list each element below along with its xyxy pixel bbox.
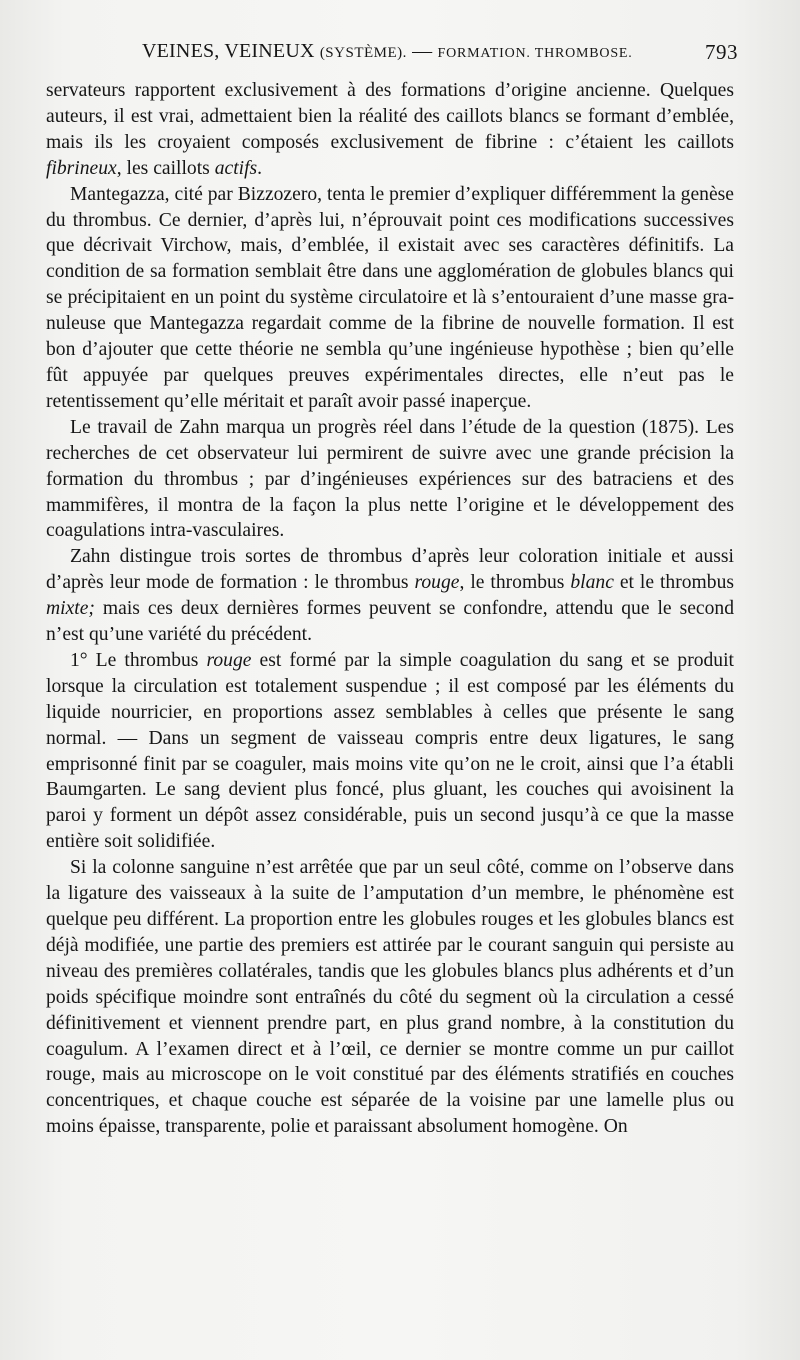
running-head-main: VEINES, VEINEUX: [142, 40, 320, 62]
running-head: [142, 40, 633, 63]
text-run: est formé par la simple coagulation du sang et se produit lorsque la circulation est totalement suspendue ; il est composé par les éléments du liquide nourricier, en proportions assez semblables à celles que présente le sang normal. — Dans un segment de vaisseau compris entre deux ligatures, le sang emprisonné finit par se coaguler, mais moins vite qu’on ne le croit, ainsi que l’a établi Baumgarten. Le sang devient plus foncé, plus gluant, les couches qui avoisinent la paroi y forment un dépôt assez considérable, puis un second jusqu’à ce que la masse entière soit solidifiée.: [46, 649, 734, 853]
text-run: et le thrombus: [613, 572, 734, 594]
running-head-section: FORMATION. THROMBOSE.: [437, 46, 633, 61]
text-run: , les caillots: [116, 157, 215, 179]
italic-text: mixte;: [46, 598, 95, 620]
text-run: , le thrombus: [459, 572, 571, 594]
italic-text: rouge: [206, 649, 252, 671]
page-header: [46, 40, 738, 74]
paragraph: [46, 182, 734, 415]
paragraph: [46, 855, 734, 1140]
paragraph: [46, 415, 734, 545]
text-run: mais ces deux dernières formes peuvent se confondre, attendu que le second n’est qu’une variété du précédent.: [46, 598, 734, 646]
text-run: Mantegazza, cité par Bizzozero, tenta le premier d’expliquer différemment la genèse du thrombus. Ce dernier, d’après lui, n’éprouvait point ces modifications successives que décrivait Virchow, mais, d’emblée, il existait avec ses caractères définitifs. La condition de sa formation semblait être dans une agglomération de globules blancs qui se précipitaient en un point du système circulatoire et là s’entouraient d’une masse granuleuse que Mantegazza regardait comme de la fibrine de nouvelle formation. Il est bon d’ajouter que cette théorie ne sembla qu’une ingénieuse hypothèse ; bien qu’elle fût appuyée par quelques preuves expérimentales directes, elle n’eut pas le retentissement qu’elle méritait et paraît avoir passé inaperçue.: [46, 183, 734, 412]
italic-text: fibrineux: [46, 157, 117, 179]
text-run: Zahn distingue trois sortes de thrombus d’après leur coloration initiale et aussi d’après leur mode de formation : le thrombus: [46, 546, 734, 594]
text-run: 1° Le thrombus: [70, 649, 207, 671]
paragraph: [46, 648, 734, 855]
text-run: servateurs rapportent exclusivement à des formations d’origine ancienne. Quelques auteurs, il est vrai, admettaient bien la réalité des caillots blancs se formant d’emblée, mais ils les croyaient composés exclusivement de fibrine : c’étaient les caillots: [46, 80, 734, 153]
text-run: Si la colonne sanguine n’est arrêtée que par un seul côté, comme on l’observe dans la ligature des vaisseaux à la suite de l’amputation d’un membre, le phénomène est quelque peu différent. La proportion entre les globules rouges et les globules blancs est déjà modifiée, une partie des premiers est attirée par le courant sanguin qui persiste au niveau des premières collatérales, tandis que les globules blancs plus adhérents et d’un poids spécifique moindre sont entraînés du côté du segment où la circulation a cessé définitivement et viennent prendre part, en plus grand nombre, à la constitution du coagulum. A l’examen direct et à l’œil, ce dernier se montre comme un pur caillot rouge, mais au microscope on le voit constitué par des éléments stratifiés en couches concentriques, et chaque couche est séparée de la voisine par une lamelle plus ou moins épaisse, transparente, polie et paraissant absolument homogène. On: [46, 857, 734, 1138]
paragraph: [46, 544, 734, 648]
italic-text: actifs: [214, 157, 258, 179]
text-run: .: [257, 157, 263, 179]
page-number: 793: [705, 40, 738, 64]
italic-text: blanc: [570, 572, 614, 594]
running-head-system: (SYSTÈME).: [319, 45, 407, 61]
italic-text: rouge: [414, 572, 460, 594]
text-run: Le travail de Zahn marqua un progrès réel dans l’étude de la question (1875). Les recherches de cet observateur lui permirent de suivre avec une grande précision la formation du thrombus ; par d’ingénieuses expériences sur des batraciens et des mammifères, il montra de la façon la plus nette l’origine et le développement des coagulations intra-vasculaires.: [46, 416, 734, 542]
body-text: [46, 78, 734, 1140]
paragraph: [46, 78, 734, 182]
running-head-dash: —: [406, 40, 438, 62]
